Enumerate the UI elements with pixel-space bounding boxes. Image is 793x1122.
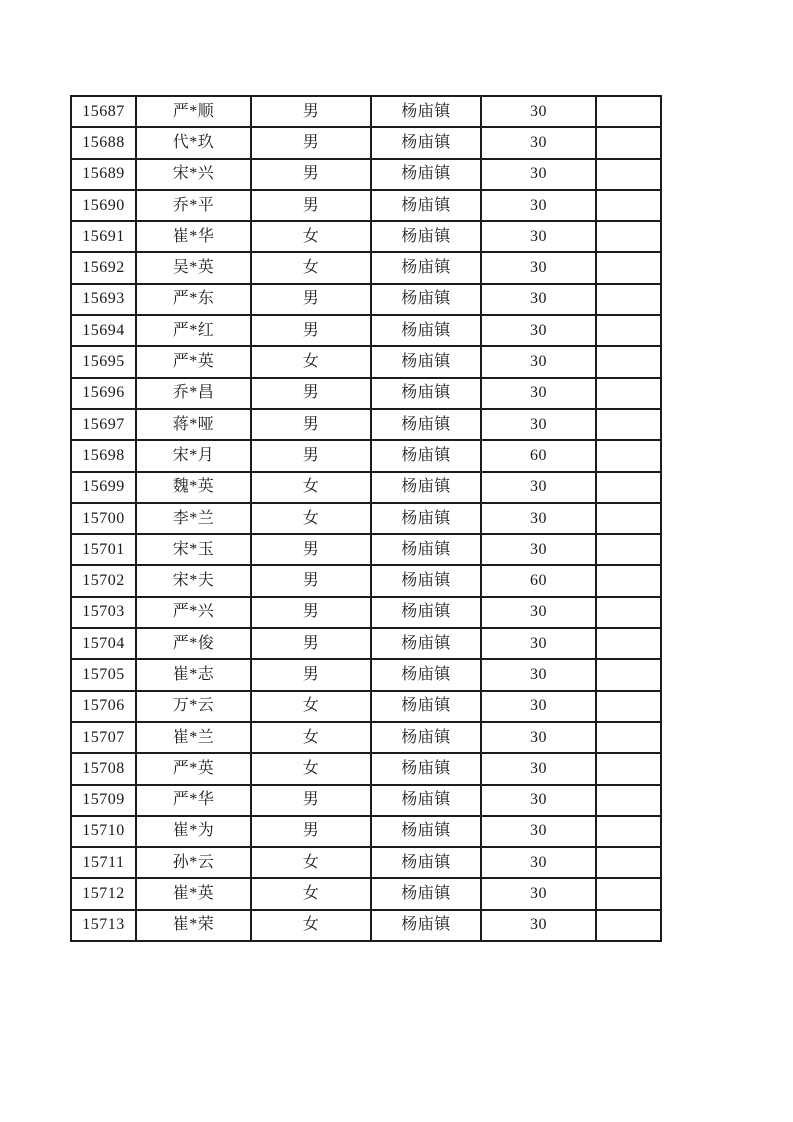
cell-amount: 30 xyxy=(481,910,596,941)
table-row xyxy=(71,221,661,252)
table-row xyxy=(71,878,661,909)
cell-amount: 30 xyxy=(481,96,596,127)
cell-id: 15710 xyxy=(71,816,136,847)
cell-id: 15693 xyxy=(71,284,136,315)
cell-town: 杨庙镇 xyxy=(371,378,481,409)
cell-name: 崔*兰 xyxy=(136,722,251,753)
table-row xyxy=(71,190,661,221)
cell-amount: 30 xyxy=(481,628,596,659)
table-row xyxy=(71,472,661,503)
roster-table xyxy=(70,95,662,942)
cell-town: 杨庙镇 xyxy=(371,409,481,440)
cell-town: 杨庙镇 xyxy=(371,96,481,127)
cell-name: 宋*兴 xyxy=(136,159,251,190)
cell-id: 15702 xyxy=(71,565,136,596)
cell-town: 杨庙镇 xyxy=(371,346,481,377)
cell-note xyxy=(596,878,661,909)
cell-name: 乔*昌 xyxy=(136,378,251,409)
table-row xyxy=(71,847,661,878)
cell-amount: 30 xyxy=(481,597,596,628)
cell-amount: 30 xyxy=(481,409,596,440)
cell-note xyxy=(596,597,661,628)
cell-id: 15712 xyxy=(71,878,136,909)
cell-amount: 60 xyxy=(481,565,596,596)
cell-amount: 30 xyxy=(481,847,596,878)
cell-name: 崔*荣 xyxy=(136,910,251,941)
cell-id: 15708 xyxy=(71,753,136,784)
cell-note xyxy=(596,346,661,377)
cell-note xyxy=(596,503,661,534)
cell-gender: 男 xyxy=(251,565,371,596)
cell-gender: 男 xyxy=(251,534,371,565)
cell-id: 15707 xyxy=(71,722,136,753)
table-row xyxy=(71,910,661,941)
cell-town: 杨庙镇 xyxy=(371,252,481,283)
cell-amount: 30 xyxy=(481,722,596,753)
cell-town: 杨庙镇 xyxy=(371,472,481,503)
cell-town: 杨庙镇 xyxy=(371,565,481,596)
cell-gender: 男 xyxy=(251,659,371,690)
cell-amount: 30 xyxy=(481,659,596,690)
table-row xyxy=(71,159,661,190)
roster-table-body xyxy=(71,96,661,941)
cell-name: 严*英 xyxy=(136,753,251,784)
cell-id: 15694 xyxy=(71,315,136,346)
cell-note xyxy=(596,159,661,190)
cell-town: 杨庙镇 xyxy=(371,910,481,941)
table-row xyxy=(71,252,661,283)
cell-town: 杨庙镇 xyxy=(371,503,481,534)
cell-note xyxy=(596,127,661,158)
cell-gender: 男 xyxy=(251,190,371,221)
cell-name: 宋*夫 xyxy=(136,565,251,596)
cell-name: 魏*英 xyxy=(136,472,251,503)
cell-town: 杨庙镇 xyxy=(371,127,481,158)
cell-gender: 男 xyxy=(251,816,371,847)
table-row xyxy=(71,440,661,471)
cell-town: 杨庙镇 xyxy=(371,597,481,628)
cell-note xyxy=(596,691,661,722)
cell-town: 杨庙镇 xyxy=(371,628,481,659)
table-row xyxy=(71,785,661,816)
cell-note xyxy=(596,910,661,941)
cell-name: 严*东 xyxy=(136,284,251,315)
table-row xyxy=(71,659,661,690)
cell-name: 严*俊 xyxy=(136,628,251,659)
cell-amount: 30 xyxy=(481,221,596,252)
cell-id: 15698 xyxy=(71,440,136,471)
cell-note xyxy=(596,315,661,346)
cell-amount: 30 xyxy=(481,315,596,346)
cell-amount: 30 xyxy=(481,378,596,409)
cell-town: 杨庙镇 xyxy=(371,847,481,878)
cell-town: 杨庙镇 xyxy=(371,753,481,784)
table-row xyxy=(71,691,661,722)
cell-gender: 男 xyxy=(251,628,371,659)
cell-gender: 男 xyxy=(251,597,371,628)
cell-gender: 男 xyxy=(251,409,371,440)
cell-name: 李*兰 xyxy=(136,503,251,534)
cell-gender: 女 xyxy=(251,691,371,722)
cell-amount: 30 xyxy=(481,753,596,784)
cell-amount: 30 xyxy=(481,691,596,722)
cell-note xyxy=(596,628,661,659)
cell-note xyxy=(596,409,661,440)
cell-gender: 女 xyxy=(251,252,371,283)
cell-gender: 女 xyxy=(251,472,371,503)
cell-gender: 男 xyxy=(251,440,371,471)
cell-town: 杨庙镇 xyxy=(371,816,481,847)
cell-gender: 女 xyxy=(251,346,371,377)
cell-name: 孙*云 xyxy=(136,847,251,878)
table-row xyxy=(71,565,661,596)
cell-gender: 女 xyxy=(251,910,371,941)
cell-id: 15711 xyxy=(71,847,136,878)
cell-gender: 男 xyxy=(251,159,371,190)
cell-id: 15703 xyxy=(71,597,136,628)
cell-note xyxy=(596,659,661,690)
cell-gender: 男 xyxy=(251,96,371,127)
cell-name: 崔*为 xyxy=(136,816,251,847)
cell-town: 杨庙镇 xyxy=(371,785,481,816)
cell-amount: 30 xyxy=(481,878,596,909)
table-row xyxy=(71,315,661,346)
table-row xyxy=(71,628,661,659)
table-row xyxy=(71,127,661,158)
cell-note xyxy=(596,785,661,816)
cell-gender: 女 xyxy=(251,753,371,784)
cell-amount: 30 xyxy=(481,346,596,377)
cell-note xyxy=(596,284,661,315)
cell-town: 杨庙镇 xyxy=(371,284,481,315)
cell-id: 15701 xyxy=(71,534,136,565)
cell-note xyxy=(596,96,661,127)
cell-note xyxy=(596,252,661,283)
cell-town: 杨庙镇 xyxy=(371,190,481,221)
cell-id: 15690 xyxy=(71,190,136,221)
cell-name: 严*红 xyxy=(136,315,251,346)
cell-town: 杨庙镇 xyxy=(371,659,481,690)
cell-note xyxy=(596,472,661,503)
cell-town: 杨庙镇 xyxy=(371,534,481,565)
cell-amount: 30 xyxy=(481,816,596,847)
cell-amount: 30 xyxy=(481,252,596,283)
cell-amount: 30 xyxy=(481,284,596,315)
cell-town: 杨庙镇 xyxy=(371,722,481,753)
cell-name: 崔*华 xyxy=(136,221,251,252)
cell-id: 15687 xyxy=(71,96,136,127)
cell-note xyxy=(596,722,661,753)
table-row xyxy=(71,96,661,127)
cell-name: 吴*英 xyxy=(136,252,251,283)
table-row xyxy=(71,534,661,565)
cell-note xyxy=(596,378,661,409)
cell-name: 严*英 xyxy=(136,346,251,377)
cell-note xyxy=(596,534,661,565)
cell-id: 15706 xyxy=(71,691,136,722)
cell-id: 15705 xyxy=(71,659,136,690)
cell-gender: 女 xyxy=(251,847,371,878)
cell-name: 严*华 xyxy=(136,785,251,816)
cell-amount: 30 xyxy=(481,503,596,534)
cell-amount: 30 xyxy=(481,472,596,503)
cell-amount: 30 xyxy=(481,159,596,190)
cell-name: 乔*平 xyxy=(136,190,251,221)
cell-amount: 30 xyxy=(481,190,596,221)
cell-id: 15695 xyxy=(71,346,136,377)
cell-amount: 30 xyxy=(481,785,596,816)
cell-note xyxy=(596,440,661,471)
cell-id: 15704 xyxy=(71,628,136,659)
cell-name: 代*玖 xyxy=(136,127,251,158)
cell-name: 万*云 xyxy=(136,691,251,722)
cell-note xyxy=(596,221,661,252)
cell-name: 宋*玉 xyxy=(136,534,251,565)
cell-amount: 30 xyxy=(481,127,596,158)
table-row xyxy=(71,722,661,753)
cell-gender: 女 xyxy=(251,221,371,252)
cell-name: 严*顺 xyxy=(136,96,251,127)
cell-id: 15700 xyxy=(71,503,136,534)
cell-gender: 男 xyxy=(251,284,371,315)
cell-id: 15688 xyxy=(71,127,136,158)
cell-gender: 男 xyxy=(251,378,371,409)
cell-note xyxy=(596,847,661,878)
table-row xyxy=(71,378,661,409)
cell-name: 严*兴 xyxy=(136,597,251,628)
cell-town: 杨庙镇 xyxy=(371,315,481,346)
cell-id: 15713 xyxy=(71,910,136,941)
table-row xyxy=(71,503,661,534)
cell-gender: 女 xyxy=(251,722,371,753)
cell-id: 15689 xyxy=(71,159,136,190)
cell-town: 杨庙镇 xyxy=(371,159,481,190)
cell-id: 15709 xyxy=(71,785,136,816)
cell-note xyxy=(596,753,661,784)
cell-note xyxy=(596,565,661,596)
cell-town: 杨庙镇 xyxy=(371,691,481,722)
cell-note xyxy=(596,190,661,221)
cell-gender: 女 xyxy=(251,503,371,534)
cell-name: 崔*英 xyxy=(136,878,251,909)
cell-id: 15697 xyxy=(71,409,136,440)
cell-name: 宋*月 xyxy=(136,440,251,471)
cell-name: 崔*志 xyxy=(136,659,251,690)
cell-id: 15692 xyxy=(71,252,136,283)
cell-gender: 男 xyxy=(251,127,371,158)
table-row xyxy=(71,409,661,440)
cell-id: 15696 xyxy=(71,378,136,409)
cell-gender: 女 xyxy=(251,878,371,909)
cell-town: 杨庙镇 xyxy=(371,878,481,909)
cell-id: 15699 xyxy=(71,472,136,503)
cell-note xyxy=(596,816,661,847)
table-row xyxy=(71,816,661,847)
cell-amount: 30 xyxy=(481,534,596,565)
table-row xyxy=(71,597,661,628)
table-row xyxy=(71,346,661,377)
cell-gender: 男 xyxy=(251,315,371,346)
cell-gender: 男 xyxy=(251,785,371,816)
cell-town: 杨庙镇 xyxy=(371,221,481,252)
cell-id: 15691 xyxy=(71,221,136,252)
cell-town: 杨庙镇 xyxy=(371,440,481,471)
cell-amount: 60 xyxy=(481,440,596,471)
table-row xyxy=(71,284,661,315)
table-row xyxy=(71,753,661,784)
cell-name: 蒋*哑 xyxy=(136,409,251,440)
